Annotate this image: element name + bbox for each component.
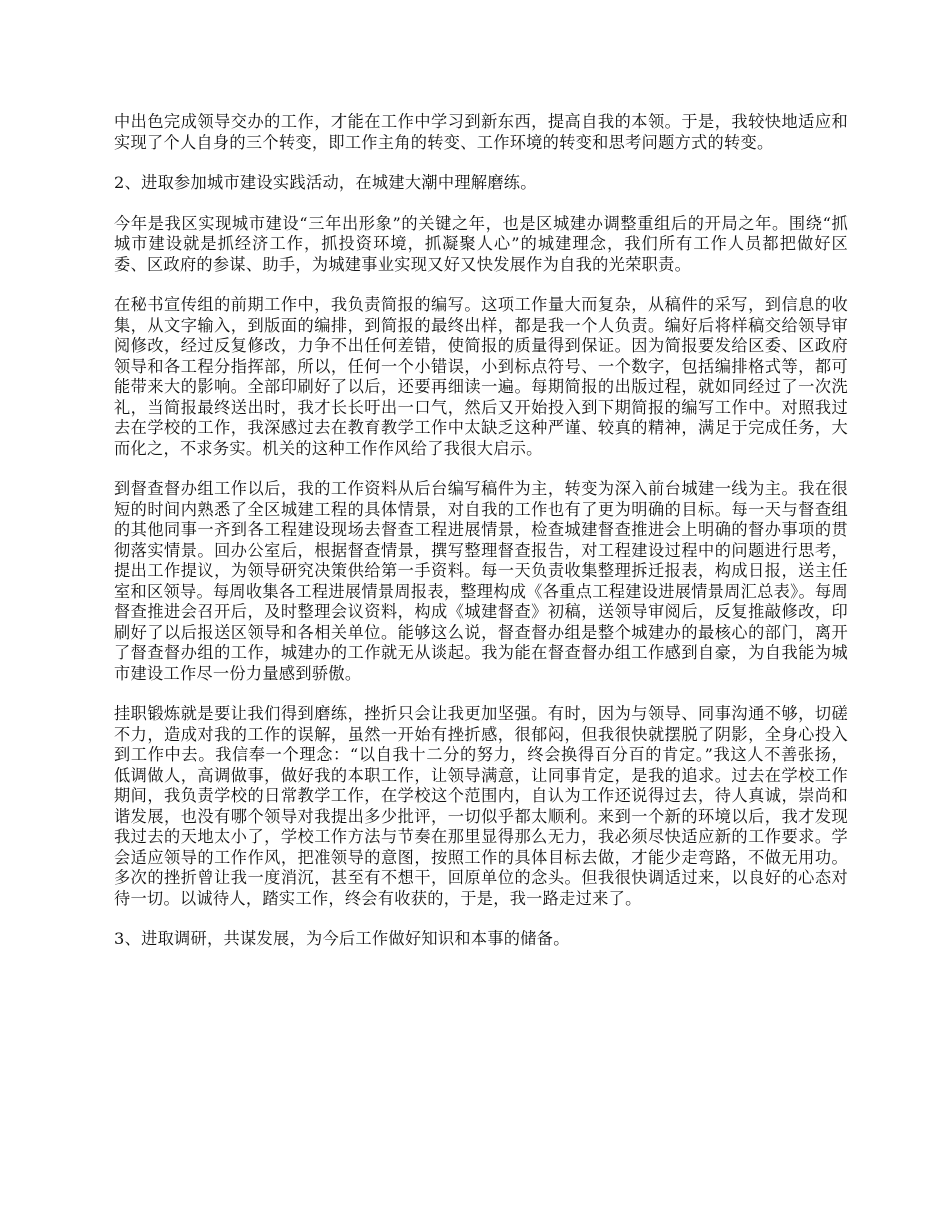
paragraph-training-setbacks: 挂职锻炼就是要让我们得到磨练，挫折只会让我更加坚强。有时，因为与领导、同事沟通不够，切磋不力，造成对我的工作的误解，虽然一开始有挫折感，很郁闷，但我很快就摆脱了阴影，全身心投入到工作中去。我信奉一个理念：“以自我十二分的努力，终会换得百分百的肯定。”我这人不善张扬，低调做人，高调做事，做好我的本职工作，让领导满意，让同事肯定，是我的追求。过去在学校工作期间，我负责学校的日常教学工作，在学校这个范围内，自认为工作还说得过去，待人真诚，崇尚和谐发展，也没有哪个领导对我提出多少批评，一切似乎都太顺利。来到一个新的环境以后，我才发现我过去的天地太小了，学校工作方法与节奏在那里显得那么无力，我必须尽快适应新的工作要求。学会适应领导的工作作风，把准领导的意图，按照工作的具体目标去做，才能少走弯路，不做无用功。多次的挫折曾让我一度消沉，甚至有不想干，回原单位的念头。但我很快调适过来，以良好的心态对待一切。以诚待人，踏实工作，终会有收获的，于是，我一路走过来了。: [114, 704, 848, 908]
paragraph-continuation: 中出色完成领导交办的工作，才能在工作中学习到新东西，提高自我的本领。于是，我较快地适应和实现了个人自身的三个转变，即工作主角的转变、工作环境的转变和思考问题方式的转变。: [114, 112, 848, 152]
paragraph-city-construction: 今年是我区实现城市建设“三年出形象”的关键之年，也是区城建办调整重组后的开局之年。围绕“抓城市建设就是抓经济工作，抓投资环境，抓凝聚人心”的城建理念，我们所有工作人员都把做好区委、区政府的参谋、助手，为城建事业实现又好又快发展作为自我的光荣职责。: [114, 213, 848, 274]
document-body: [114, 112, 848, 970]
section-heading-3: 3、进取调研，共谋发展，为今后工作做好知识和本事的储备。: [114, 929, 570, 948]
paragraph-bulletin-editing: 在秘书宣传组的前期工作中，我负责简报的编写。这项工作量大而复杂，从稿件的采写，到信息的收集，从文字输入，到版面的编排，到简报的最终出样，都是我一个人负责。编好后将样稿交给领导审阅修改，经过反复修改，力争不出任何差错，使简报的质量得到保证。因为简报要发给区委、区政府领导和各工程分指挥部，所以，任何一个小错误，小到标点符号、一个数字，包括编排格式等，都可能带来大的影响。全部印刷好了以后，还要再细读一遍。每期简报的出版过程，就如同经过了一次洗礼，当简报最终送出时，我才长长吁出一口气，然后又开始投入到下期简报的编写工作中。对照我过去在学校的工作，我深感过去在教育教学工作中太缺乏这种严谨、较真的精神，满足于完成任务，大而化之，不求务实。机关的这种工作作风给了我很大启示。: [114, 295, 848, 458]
paragraph-supervision-work: 到督查督办组工作以后，我的工作资料从后台编写稿件为主，转变为深入前台城建一线为主。我在很短的时间内熟悉了全区城建工程的具体情景，对自我的工作也有了更为明确的目标。每一天与督查组的其他同事一齐到各工程建设现场去督查工程进展情景，检查城建督查推进会上明确的督办事项的贯彻落实情景。回办公室后，根据督查情景，撰写整理督查报告，对工程建设过程中的问题进行思考，提出工作提议，为领导研究决策供给第一手资料。每一天负责收集整理拆迁报表，构成日报，送主任室和区领导。每周收集各工程进展情景周报表，整理构成《各重点工程建设进展情景周汇总表》。每周督查推进会召开后，及时整理会议资料，构成《城建督查》初稿，送领导审阅后，反复推敲修改，印刷好了以后报送区领导和各相关单位。能够这么说，督查督办组是整个城建办的最核心的部门，离开了督查督办组的工作，城建办的工作就无从谈起。我为能在督查督办组工作感到自豪，为自我能为城市建设工作尽一份力量感到骄傲。: [114, 479, 848, 683]
section-heading-2: 2、进取参加城市建设实践活动，在城建大潮中理解磨练。: [114, 173, 537, 192]
